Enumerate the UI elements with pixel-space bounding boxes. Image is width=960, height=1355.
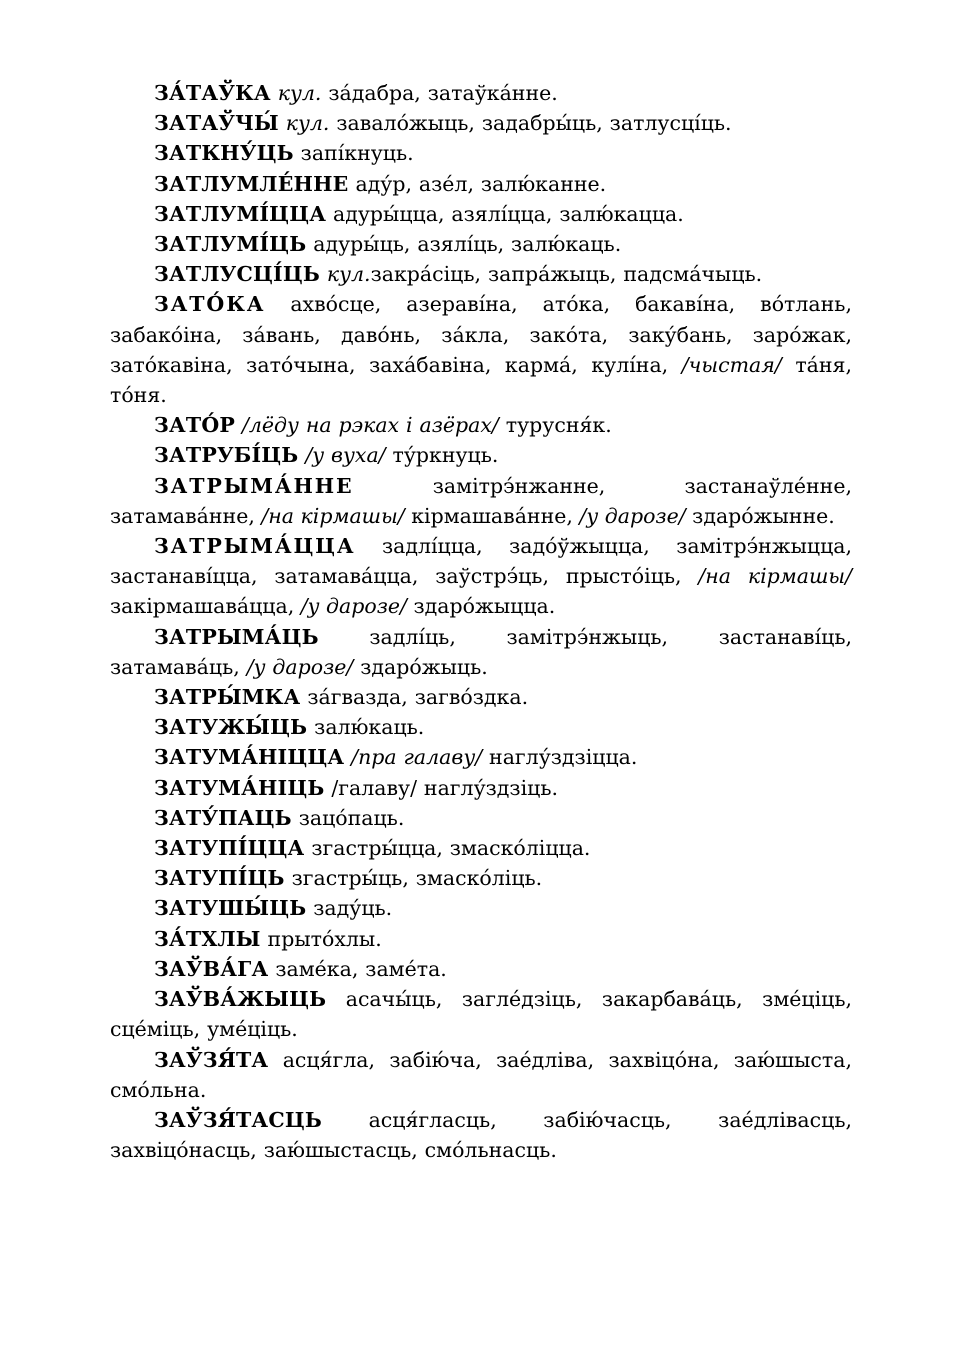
entry-synonyms: прыто́хлы.: [267, 926, 382, 951]
entry-column: [110, 78, 852, 1165]
entry-headword: ЗА́ТХЛЫ: [154, 926, 261, 951]
entry-usage-label: кул.: [285, 111, 330, 136]
entry-headword: ЗАТУШЫ́ЦЬ: [154, 896, 307, 921]
entry-context-note: /галаву/: [331, 775, 417, 800]
entry-usage-label: кул.: [277, 81, 322, 105]
dictionary-entry: [110, 440, 852, 470]
dictionary-entry: [110, 1045, 852, 1105]
entry-context-note: /у дарозе/: [246, 654, 354, 679]
entry-synonyms: заду́ць.: [313, 896, 393, 921]
entry-synonyms: згастры́ць, змаско́ліць.: [291, 866, 543, 891]
entry-synonyms: залю́каць.: [314, 715, 425, 740]
entry-headword: ЗАТЛУМІ́ЦЦА: [154, 201, 327, 226]
entry-headword: ЗАЎЗЯ́ТА: [154, 1047, 269, 1072]
entry-context-note: /пра галаву/: [351, 745, 483, 770]
entry-headword: ЗАТУ́ПАЦЬ: [154, 805, 292, 830]
entry-synonyms: зацо́паць.: [298, 805, 405, 830]
entry-synonyms: адуры́цца, азялі́цца, залю́кацца.: [333, 201, 684, 226]
entry-synonyms: згастры́цца, змаско́ліцца.: [311, 836, 591, 861]
dictionary-entry: [110, 289, 852, 410]
entry-synonyms: за́дабра, затаўка́нне.: [328, 81, 558, 105]
dictionary-entry: [110, 803, 852, 833]
entry-synonyms: /у вуха/ ту́ркнуць.: [305, 443, 499, 468]
dictionary-entry: [110, 622, 852, 682]
entry-headword: ЗАТРЫМА́ЦЦА: [154, 534, 356, 559]
dictionary-entry: [110, 108, 852, 138]
entry-headword: ЗАТЛУМЛЕ́ННЕ: [154, 171, 349, 196]
entry-synonyms: задлі́цца, задо́ўжыцца, замітрэ́нжыцца, застанаві́цца, затамава́цца, заўстрэ́ць, прысто́іць, /на кірмашы/ закірмашава́цца, /у дарозе/ здаро́жыцца.: [110, 534, 852, 619]
entry-headword: ЗАТРЫМА́ННЕ: [154, 473, 354, 498]
dictionary-entry: [110, 742, 852, 772]
entry-headword: ЗАТО́Р: [154, 413, 236, 438]
dictionary-entry: [110, 471, 852, 531]
entry-headword: ЗАТЛУСЦІ́ЦЬ: [154, 262, 320, 287]
entry-context-note: /лёду на рэках і азёрах/: [241, 413, 499, 438]
entry-headword: ЗАЎВА́ГА: [154, 956, 269, 981]
dictionary-entry: [110, 259, 852, 289]
entry-context-note: /у вуха/: [305, 443, 386, 468]
entry-synonyms: замітрэ́нжанне, застанаўле́нне, затамава́нне, /на кірмашы/ кірмашава́нне, /у дарозе/ здаро́жынне.: [110, 473, 852, 528]
dictionary-entry: [110, 229, 852, 259]
dictionary-entry: [110, 199, 852, 229]
entry-synonyms: заме́ка, заме́та.: [275, 956, 447, 981]
entry-headword: ЗАЎВА́ЖЫЦЬ: [154, 987, 327, 1012]
dictionary-entry: [110, 138, 852, 168]
dictionary-entry: [110, 833, 852, 863]
entry-synonyms: /лёду на рэках і азёрах/ турусня́к.: [241, 413, 612, 438]
entry-headword: ЗАТУМА́НІЦЦА: [154, 745, 345, 770]
entry-synonyms: за́гвазда, загво́здка.: [307, 685, 529, 710]
dictionary-entry: [110, 773, 852, 803]
entry-headword: ЗАТКНУ́ЦЬ: [154, 141, 294, 166]
dictionary-entry: [110, 78, 852, 108]
dictionary-entry: [110, 682, 852, 712]
entry-synonyms: аду́р, азе́л, залю́канне.: [355, 171, 607, 196]
entry-headword: ЗАТАЎЧЫ́: [154, 111, 279, 136]
dictionary-entry: [110, 954, 852, 984]
entry-synonyms: запі́кнуць.: [300, 141, 414, 166]
entry-headword: ЗАТРЫМА́ЦЬ: [154, 624, 319, 649]
entry-headword: ЗАТУПІ́ЦЦА: [154, 836, 305, 861]
entry-headword: ЗАТУПІ́ЦЬ: [154, 866, 285, 891]
entry-synonyms: задлі́ць, замітрэ́нжыць, застанаві́ць, затамава́ць, /у дарозе/ здаро́жыць.: [110, 624, 852, 679]
entry-synonyms: закра́сіць, запра́жыць, падсма́чыць.: [370, 262, 763, 287]
entry-headword: ЗАТРЫ́МКА: [154, 685, 301, 710]
entry-headword: ЗАЎЗЯ́ТАСЦЬ: [154, 1107, 322, 1132]
entry-synonyms: ахво́сце, азеравíна, ато́ка, бакавíна, во́тлань, забако́іна, за́вань, даво́нь, за́кла, зако́та, заку́бань, заро́жак, зато́кавіна, зато́чына, заха́бавіна, карма́, кулíна, /чыстая/ та́ня, то́ня.: [110, 292, 852, 408]
dictionary-entry: [110, 893, 852, 923]
dictionary-entry: [110, 984, 852, 1044]
entry-synonyms: завало́жыць, задабры́ць, затлусці́ць.: [336, 111, 732, 136]
entry-context-note: /у дарозе/: [300, 594, 407, 619]
dictionary-entry: [110, 924, 852, 954]
dictionary-entry: [110, 712, 852, 742]
dictionary-entry: [110, 863, 852, 893]
entry-headword: ЗАТРУБІ́ЦЬ: [154, 443, 299, 468]
entry-synonyms: асця́гла, забію́ча, зае́дліва, захвіцо́на, заю́шыста, смо́льна.: [110, 1047, 852, 1102]
entry-headword: ЗАТУЖЫ́ЦЬ: [154, 715, 308, 740]
dictionary-entry: [110, 531, 852, 622]
entry-synonyms: адуры́ць, азялі́ць, залю́каць.: [313, 232, 622, 257]
entry-headword: ЗАТУМА́НІЦЬ: [154, 775, 325, 800]
entry-headword: ЗАТО́КА: [154, 292, 266, 317]
dictionary-entry: [110, 410, 852, 440]
entry-context-note: /на кірмашы/: [261, 503, 405, 528]
entry-context-note: /на кірмашы/: [698, 564, 852, 589]
entry-synonyms: асачы́ць, загле́дзіць, закарбава́ць, зме́ціць, сце́міць, уме́ціць.: [110, 987, 853, 1042]
entry-headword: ЗАТЛУМІ́ЦЬ: [154, 232, 307, 257]
entry-synonyms: /галаву/ наглу́здзіць.: [331, 775, 559, 800]
entry-context-note: /чыстая/: [681, 352, 782, 377]
entry-synonyms: асця́гласць, забію́часць, зае́длівасць, захвіцо́насць, заю́шыстасць, смо́льнасць.: [110, 1107, 852, 1163]
dictionary-entry: [110, 1105, 852, 1165]
entry-headword: ЗА́ТАЎКА: [154, 81, 271, 105]
entry-usage-label: кул.: [326, 262, 371, 287]
dictionary-entry: [110, 169, 852, 199]
entry-context-note: /у дарозе/: [579, 503, 686, 528]
entry-synonyms: /пра галаву/ наглу́здзіцца.: [351, 745, 638, 770]
